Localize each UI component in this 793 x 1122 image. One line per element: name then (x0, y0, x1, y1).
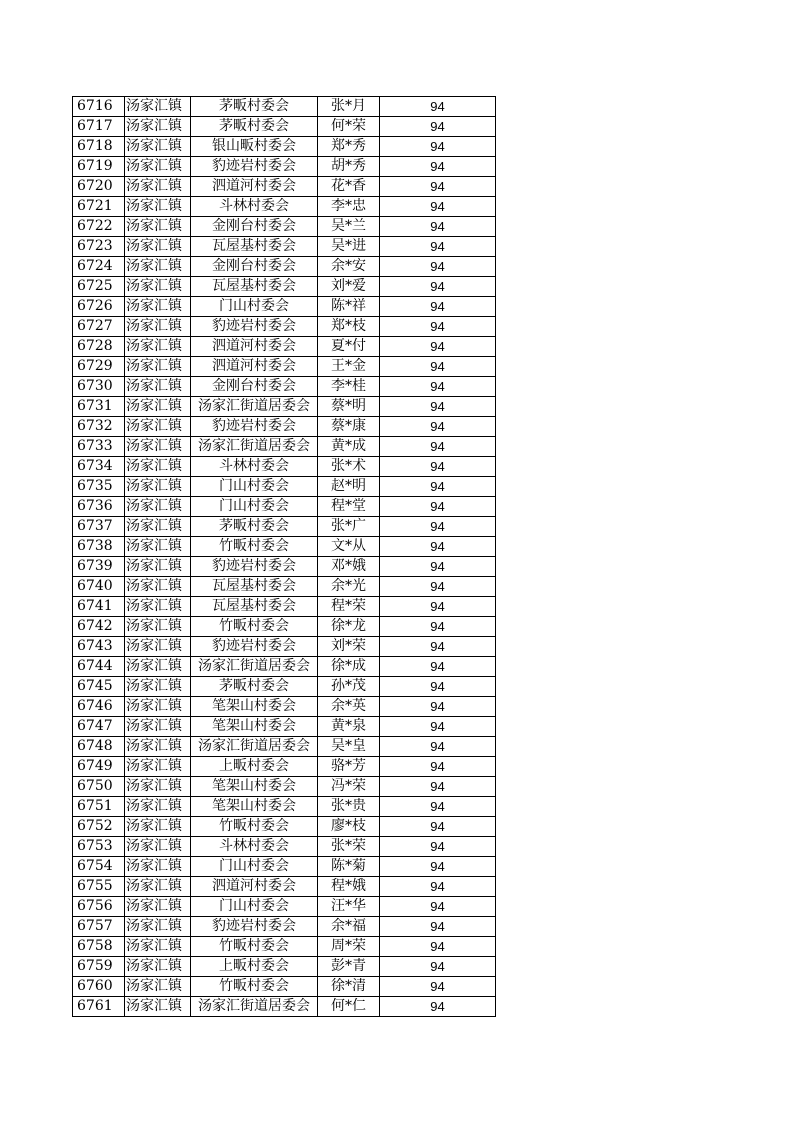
table-row (73, 637, 496, 657)
score-cell: 94 (380, 737, 496, 757)
score-cell: 94 (380, 977, 496, 997)
town-cell: 汤家汇镇 (125, 817, 191, 837)
person-name-cell: 余*光 (318, 577, 380, 597)
score-cell: 94 (380, 797, 496, 817)
table-row (73, 797, 496, 817)
row-number-cell: 6755 (73, 877, 125, 897)
row-number-cell: 6724 (73, 257, 125, 277)
person-name-cell: 张*荣 (318, 837, 380, 857)
table-row (73, 297, 496, 317)
person-name-cell: 王*金 (318, 357, 380, 377)
town-cell: 汤家汇镇 (125, 937, 191, 957)
score-cell: 94 (380, 457, 496, 477)
row-number-cell: 6719 (73, 157, 125, 177)
row-number-cell: 6722 (73, 217, 125, 237)
score-cell: 94 (380, 557, 496, 577)
town-cell: 汤家汇镇 (125, 997, 191, 1017)
row-number-cell: 6721 (73, 197, 125, 217)
town-cell: 汤家汇镇 (125, 357, 191, 377)
row-number-cell: 6739 (73, 557, 125, 577)
row-number-cell: 6745 (73, 677, 125, 697)
row-number-cell: 6752 (73, 817, 125, 837)
table-row (73, 497, 496, 517)
town-cell: 汤家汇镇 (125, 757, 191, 777)
village-committee-cell: 斗林村委会 (191, 197, 318, 217)
row-number-cell: 6716 (73, 97, 125, 117)
village-committee-cell: 竹畈村委会 (191, 817, 318, 837)
table-row (73, 677, 496, 697)
score-cell: 94 (380, 477, 496, 497)
town-cell: 汤家汇镇 (125, 637, 191, 657)
score-cell: 94 (380, 357, 496, 377)
person-name-cell: 骆*芳 (318, 757, 380, 777)
score-cell: 94 (380, 877, 496, 897)
village-committee-cell: 汤家汇街道居委会 (191, 437, 318, 457)
score-cell: 94 (380, 377, 496, 397)
village-committee-cell: 金刚台村委会 (191, 257, 318, 277)
score-cell: 94 (380, 317, 496, 337)
village-committee-cell: 斗林村委会 (191, 837, 318, 857)
person-name-cell: 邓*娥 (318, 557, 380, 577)
table-body (73, 97, 496, 1017)
town-cell: 汤家汇镇 (125, 177, 191, 197)
person-name-cell: 吴*皇 (318, 737, 380, 757)
town-cell: 汤家汇镇 (125, 677, 191, 697)
data-table (72, 96, 496, 1017)
score-cell: 94 (380, 117, 496, 137)
town-cell: 汤家汇镇 (125, 697, 191, 717)
village-committee-cell: 竹畈村委会 (191, 977, 318, 997)
town-cell: 汤家汇镇 (125, 657, 191, 677)
person-name-cell: 徐*成 (318, 657, 380, 677)
village-committee-cell: 泗道河村委会 (191, 337, 318, 357)
row-number-cell: 6744 (73, 657, 125, 677)
table-row (73, 337, 496, 357)
person-name-cell: 赵*明 (318, 477, 380, 497)
table-row (73, 197, 496, 217)
village-committee-cell: 上畈村委会 (191, 957, 318, 977)
score-cell: 94 (380, 177, 496, 197)
village-committee-cell: 金刚台村委会 (191, 377, 318, 397)
town-cell: 汤家汇镇 (125, 617, 191, 637)
person-name-cell: 花*香 (318, 177, 380, 197)
village-committee-cell: 门山村委会 (191, 297, 318, 317)
town-cell: 汤家汇镇 (125, 517, 191, 537)
village-committee-cell: 瓦屋基村委会 (191, 277, 318, 297)
person-name-cell: 陈*祥 (318, 297, 380, 317)
row-number-cell: 6740 (73, 577, 125, 597)
table-row (73, 737, 496, 757)
person-name-cell: 周*荣 (318, 937, 380, 957)
table-row (73, 457, 496, 477)
row-number-cell: 6718 (73, 137, 125, 157)
village-committee-cell: 银山畈村委会 (191, 137, 318, 157)
score-cell: 94 (380, 197, 496, 217)
table-row (73, 837, 496, 857)
town-cell: 汤家汇镇 (125, 337, 191, 357)
town-cell: 汤家汇镇 (125, 877, 191, 897)
row-number-cell: 6730 (73, 377, 125, 397)
row-number-cell: 6748 (73, 737, 125, 757)
village-committee-cell: 豹迹岩村委会 (191, 317, 318, 337)
village-committee-cell: 上畈村委会 (191, 757, 318, 777)
town-cell: 汤家汇镇 (125, 977, 191, 997)
row-number-cell: 6759 (73, 957, 125, 977)
table-row (73, 557, 496, 577)
village-committee-cell: 泗道河村委会 (191, 877, 318, 897)
village-committee-cell: 豹迹岩村委会 (191, 157, 318, 177)
row-number-cell: 6720 (73, 177, 125, 197)
person-name-cell: 汪*华 (318, 897, 380, 917)
person-name-cell: 刘*荣 (318, 637, 380, 657)
table-row (73, 177, 496, 197)
score-cell: 94 (380, 937, 496, 957)
person-name-cell: 黄*成 (318, 437, 380, 457)
person-name-cell: 蔡*康 (318, 417, 380, 437)
table-row (73, 157, 496, 177)
person-name-cell: 吴*进 (318, 237, 380, 257)
person-name-cell: 文*从 (318, 537, 380, 557)
village-committee-cell: 茅畈村委会 (191, 517, 318, 537)
person-name-cell: 张*月 (318, 97, 380, 117)
table-row (73, 937, 496, 957)
score-cell: 94 (380, 717, 496, 737)
village-committee-cell: 茅畈村委会 (191, 117, 318, 137)
score-cell: 94 (380, 817, 496, 837)
town-cell: 汤家汇镇 (125, 297, 191, 317)
score-cell: 94 (380, 537, 496, 557)
village-committee-cell: 竹畈村委会 (191, 937, 318, 957)
person-name-cell: 廖*枝 (318, 817, 380, 837)
town-cell: 汤家汇镇 (125, 377, 191, 397)
person-name-cell: 何*荣 (318, 117, 380, 137)
village-committee-cell: 瓦屋基村委会 (191, 597, 318, 617)
person-name-cell: 陈*菊 (318, 857, 380, 877)
table-row (73, 397, 496, 417)
row-number-cell: 6743 (73, 637, 125, 657)
row-number-cell: 6733 (73, 437, 125, 457)
person-name-cell: 郑*枝 (318, 317, 380, 337)
row-number-cell: 6741 (73, 597, 125, 617)
village-committee-cell: 汤家汇街道居委会 (191, 657, 318, 677)
table-row (73, 517, 496, 537)
person-name-cell: 余*英 (318, 697, 380, 717)
village-committee-cell: 瓦屋基村委会 (191, 577, 318, 597)
town-cell: 汤家汇镇 (125, 917, 191, 937)
table-row (73, 817, 496, 837)
score-cell: 94 (380, 257, 496, 277)
person-name-cell: 李*忠 (318, 197, 380, 217)
town-cell: 汤家汇镇 (125, 737, 191, 757)
town-cell: 汤家汇镇 (125, 797, 191, 817)
score-cell: 94 (380, 897, 496, 917)
table-row (73, 697, 496, 717)
row-number-cell: 6758 (73, 937, 125, 957)
town-cell: 汤家汇镇 (125, 417, 191, 437)
town-cell: 汤家汇镇 (125, 557, 191, 577)
score-cell: 94 (380, 397, 496, 417)
person-name-cell: 胡*秀 (318, 157, 380, 177)
person-name-cell: 余*福 (318, 917, 380, 937)
person-name-cell: 何*仁 (318, 997, 380, 1017)
row-number-cell: 6742 (73, 617, 125, 637)
table-row (73, 317, 496, 337)
person-name-cell: 孙*茂 (318, 677, 380, 697)
table-row (73, 97, 496, 117)
row-number-cell: 6760 (73, 977, 125, 997)
town-cell: 汤家汇镇 (125, 497, 191, 517)
row-number-cell: 6729 (73, 357, 125, 377)
table-row (73, 257, 496, 277)
score-cell: 94 (380, 337, 496, 357)
score-cell: 94 (380, 957, 496, 977)
table-row (73, 217, 496, 237)
person-name-cell: 张*贵 (318, 797, 380, 817)
row-number-cell: 6735 (73, 477, 125, 497)
village-committee-cell: 门山村委会 (191, 497, 318, 517)
town-cell: 汤家汇镇 (125, 97, 191, 117)
town-cell: 汤家汇镇 (125, 257, 191, 277)
town-cell: 汤家汇镇 (125, 957, 191, 977)
score-cell: 94 (380, 857, 496, 877)
village-committee-cell: 笔架山村委会 (191, 797, 318, 817)
score-cell: 94 (380, 657, 496, 677)
village-committee-cell: 斗林村委会 (191, 457, 318, 477)
score-cell: 94 (380, 417, 496, 437)
person-name-cell: 冯*荣 (318, 777, 380, 797)
score-cell: 94 (380, 597, 496, 617)
person-name-cell: 黄*泉 (318, 717, 380, 737)
table-row (73, 357, 496, 377)
score-cell: 94 (380, 137, 496, 157)
person-name-cell: 徐*清 (318, 977, 380, 997)
town-cell: 汤家汇镇 (125, 477, 191, 497)
town-cell: 汤家汇镇 (125, 277, 191, 297)
table-row (73, 237, 496, 257)
town-cell: 汤家汇镇 (125, 777, 191, 797)
town-cell: 汤家汇镇 (125, 897, 191, 917)
score-cell: 94 (380, 697, 496, 717)
row-number-cell: 6723 (73, 237, 125, 257)
score-cell: 94 (380, 677, 496, 697)
village-committee-cell: 门山村委会 (191, 897, 318, 917)
person-name-cell: 蔡*明 (318, 397, 380, 417)
town-cell: 汤家汇镇 (125, 597, 191, 617)
town-cell: 汤家汇镇 (125, 837, 191, 857)
table-row (73, 377, 496, 397)
score-cell: 94 (380, 217, 496, 237)
row-number-cell: 6757 (73, 917, 125, 937)
score-cell: 94 (380, 517, 496, 537)
row-number-cell: 6747 (73, 717, 125, 737)
table-row (73, 277, 496, 297)
table-row (73, 477, 496, 497)
table-row (73, 597, 496, 617)
row-number-cell: 6751 (73, 797, 125, 817)
row-number-cell: 6737 (73, 517, 125, 537)
town-cell: 汤家汇镇 (125, 237, 191, 257)
row-number-cell: 6753 (73, 837, 125, 857)
person-name-cell: 张*术 (318, 457, 380, 477)
table-row (73, 417, 496, 437)
score-cell: 94 (380, 757, 496, 777)
score-cell: 94 (380, 837, 496, 857)
person-name-cell: 徐*龙 (318, 617, 380, 637)
score-cell: 94 (380, 97, 496, 117)
village-committee-cell: 笔架山村委会 (191, 717, 318, 737)
village-committee-cell: 竹畈村委会 (191, 537, 318, 557)
person-name-cell: 程*娥 (318, 877, 380, 897)
village-committee-cell: 汤家汇街道居委会 (191, 737, 318, 757)
score-cell: 94 (380, 297, 496, 317)
town-cell: 汤家汇镇 (125, 397, 191, 417)
town-cell: 汤家汇镇 (125, 717, 191, 737)
row-number-cell: 6726 (73, 297, 125, 317)
person-name-cell: 彭*青 (318, 957, 380, 977)
village-committee-cell: 豹迹岩村委会 (191, 917, 318, 937)
person-name-cell: 李*桂 (318, 377, 380, 397)
row-number-cell: 6734 (73, 457, 125, 477)
score-cell: 94 (380, 777, 496, 797)
town-cell: 汤家汇镇 (125, 217, 191, 237)
table-row (73, 857, 496, 877)
row-number-cell: 6725 (73, 277, 125, 297)
town-cell: 汤家汇镇 (125, 197, 191, 217)
row-number-cell: 6736 (73, 497, 125, 517)
table-row (73, 977, 496, 997)
row-number-cell: 6749 (73, 757, 125, 777)
score-cell: 94 (380, 157, 496, 177)
village-committee-cell: 笔架山村委会 (191, 777, 318, 797)
table-row (73, 757, 496, 777)
person-name-cell: 吴*兰 (318, 217, 380, 237)
score-cell: 94 (380, 437, 496, 457)
row-number-cell: 6754 (73, 857, 125, 877)
score-cell: 94 (380, 497, 496, 517)
score-cell: 94 (380, 617, 496, 637)
score-cell: 94 (380, 917, 496, 937)
row-number-cell: 6756 (73, 897, 125, 917)
town-cell: 汤家汇镇 (125, 577, 191, 597)
table-row (73, 917, 496, 937)
town-cell: 汤家汇镇 (125, 157, 191, 177)
village-committee-cell: 金刚台村委会 (191, 217, 318, 237)
person-name-cell: 程*荣 (318, 597, 380, 617)
village-committee-cell: 竹畈村委会 (191, 617, 318, 637)
town-cell: 汤家汇镇 (125, 437, 191, 457)
village-committee-cell: 茅畈村委会 (191, 97, 318, 117)
town-cell: 汤家汇镇 (125, 537, 191, 557)
person-name-cell: 夏*付 (318, 337, 380, 357)
village-committee-cell: 瓦屋基村委会 (191, 237, 318, 257)
table-row (73, 717, 496, 737)
village-committee-cell: 泗道河村委会 (191, 177, 318, 197)
row-number-cell: 6750 (73, 777, 125, 797)
table-row (73, 437, 496, 457)
town-cell: 汤家汇镇 (125, 137, 191, 157)
village-committee-cell: 豹迹岩村委会 (191, 417, 318, 437)
row-number-cell: 6727 (73, 317, 125, 337)
score-cell: 94 (380, 277, 496, 297)
row-number-cell: 6732 (73, 417, 125, 437)
village-committee-cell: 汤家汇街道居委会 (191, 997, 318, 1017)
table-row (73, 577, 496, 597)
score-cell: 94 (380, 637, 496, 657)
person-name-cell: 张*广 (318, 517, 380, 537)
row-number-cell: 6731 (73, 397, 125, 417)
table-row (73, 657, 496, 677)
person-name-cell: 郑*秀 (318, 137, 380, 157)
town-cell: 汤家汇镇 (125, 857, 191, 877)
table-row (73, 877, 496, 897)
table-row (73, 137, 496, 157)
village-committee-cell: 豹迹岩村委会 (191, 637, 318, 657)
table-row (73, 117, 496, 137)
village-committee-cell: 笔架山村委会 (191, 697, 318, 717)
score-cell: 94 (380, 577, 496, 597)
score-cell: 94 (380, 997, 496, 1017)
town-cell: 汤家汇镇 (125, 117, 191, 137)
village-committee-cell: 茅畈村委会 (191, 677, 318, 697)
row-number-cell: 6738 (73, 537, 125, 557)
table-row (73, 957, 496, 977)
person-name-cell: 余*安 (318, 257, 380, 277)
village-committee-cell: 门山村委会 (191, 477, 318, 497)
village-committee-cell: 泗道河村委会 (191, 357, 318, 377)
person-name-cell: 刘*爱 (318, 277, 380, 297)
person-name-cell: 程*堂 (318, 497, 380, 517)
row-number-cell: 6717 (73, 117, 125, 137)
table-row (73, 897, 496, 917)
row-number-cell: 6728 (73, 337, 125, 357)
table-row (73, 617, 496, 637)
row-number-cell: 6761 (73, 997, 125, 1017)
table-row (73, 997, 496, 1017)
town-cell: 汤家汇镇 (125, 457, 191, 477)
village-committee-cell: 豹迹岩村委会 (191, 557, 318, 577)
village-committee-cell: 门山村委会 (191, 857, 318, 877)
table-row (73, 777, 496, 797)
village-committee-cell: 汤家汇街道居委会 (191, 397, 318, 417)
row-number-cell: 6746 (73, 697, 125, 717)
score-cell: 94 (380, 237, 496, 257)
table-row (73, 537, 496, 557)
town-cell: 汤家汇镇 (125, 317, 191, 337)
